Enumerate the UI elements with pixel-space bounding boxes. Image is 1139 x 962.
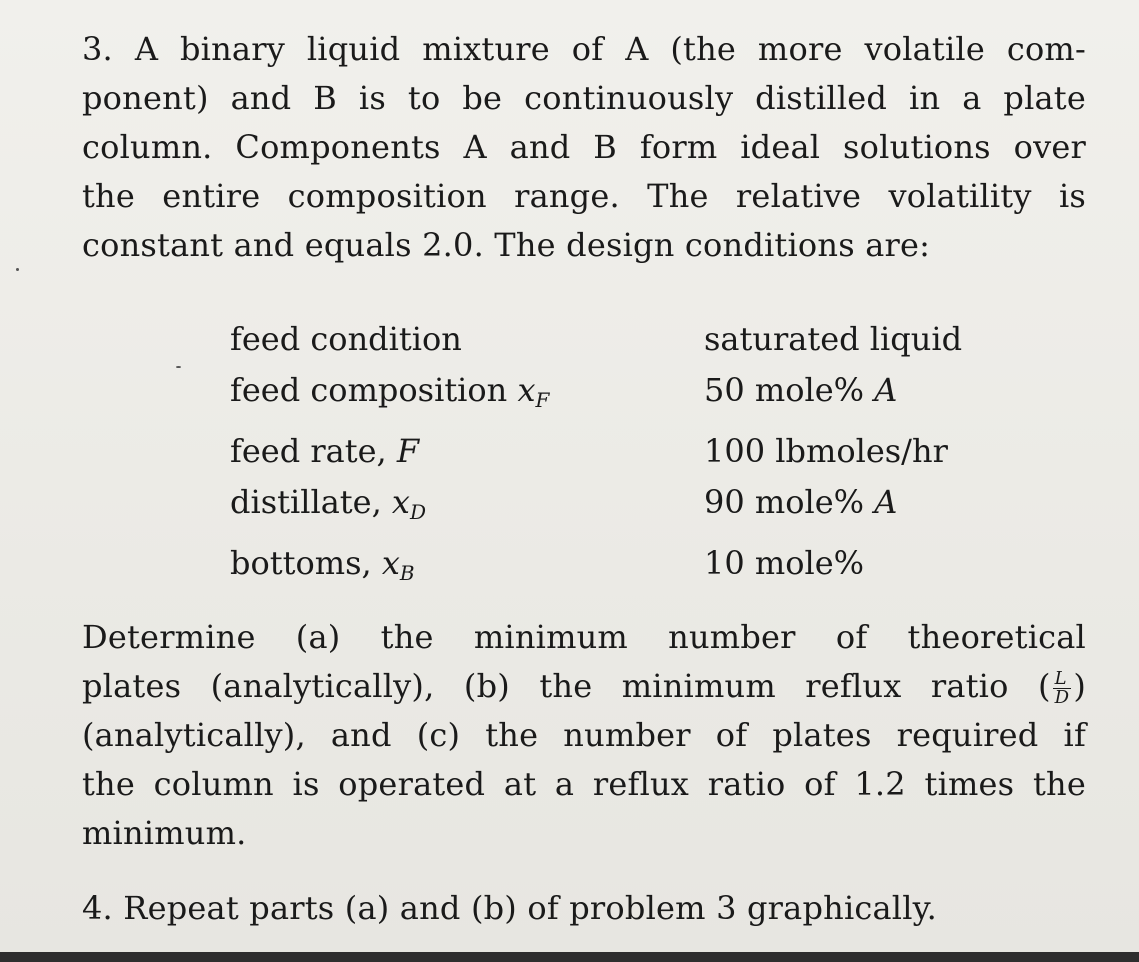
condition-row-feed-condition [230,314,1010,365]
condition-label: bottoms, $x_B$ [230,544,415,585]
intro-line-1: 3. A binary liquid mixture of A (the more volatile com- [82,30,1086,68]
condition-label: feed composition $x_F$ [230,371,550,412]
condition-label: feed condition [230,320,462,358]
condition-row-feed-composition [230,365,1010,426]
intro-line-4: the entire composition range. The relative volatility is [82,177,1086,215]
condition-value: saturated liquid [704,320,963,358]
condition-value: 50 mole% A [704,371,898,409]
question-line-2: plates (analytically), (b) the minimum reflux ratio ( $\frac{L}{D}$ ) [82,667,1086,708]
problem-3-question [82,613,1086,858]
scan-speck [16,268,19,271]
intro-line-2: ponent) and B is to be continuously distilled in a plate [82,79,1086,117]
problem-4 [82,884,1086,933]
condition-row-distillate [230,477,1010,538]
condition-value: 100 lbmoles/hr [704,432,948,470]
question-line-3: (analytically), and (c) the number of plates required if [82,716,1086,754]
question-line-5: minimum. [82,814,247,852]
window-bottom-edge [0,952,1139,962]
problem-4-line: 4. Repeat parts (a) and (b) of problem 3 graphically. [82,889,938,927]
condition-value: 10 mole% [704,544,865,582]
question-line-4: the column is operated at a reflux ratio of 1.2 times the [82,765,1086,803]
condition-row-bottoms [230,538,1010,599]
scan-speck [176,366,181,368]
condition-label: distillate, $x_D$ [230,483,427,524]
problem-3-intro [82,25,1086,270]
condition-label: feed rate, F [230,432,420,470]
intro-line-5: constant and equals 2.0. The design conditions are: [82,226,931,264]
design-conditions-table [230,314,1010,599]
condition-value: 90 mole% A [704,483,898,521]
condition-row-feed-rate [230,426,1010,477]
intro-line-3: column. Components A and B form ideal solutions over [82,128,1086,166]
question-line-1: Determine (a) the minimum number of theoretical [82,618,1086,656]
reflux-fraction: $\frac{L}{D}$ [1054,668,1070,708]
